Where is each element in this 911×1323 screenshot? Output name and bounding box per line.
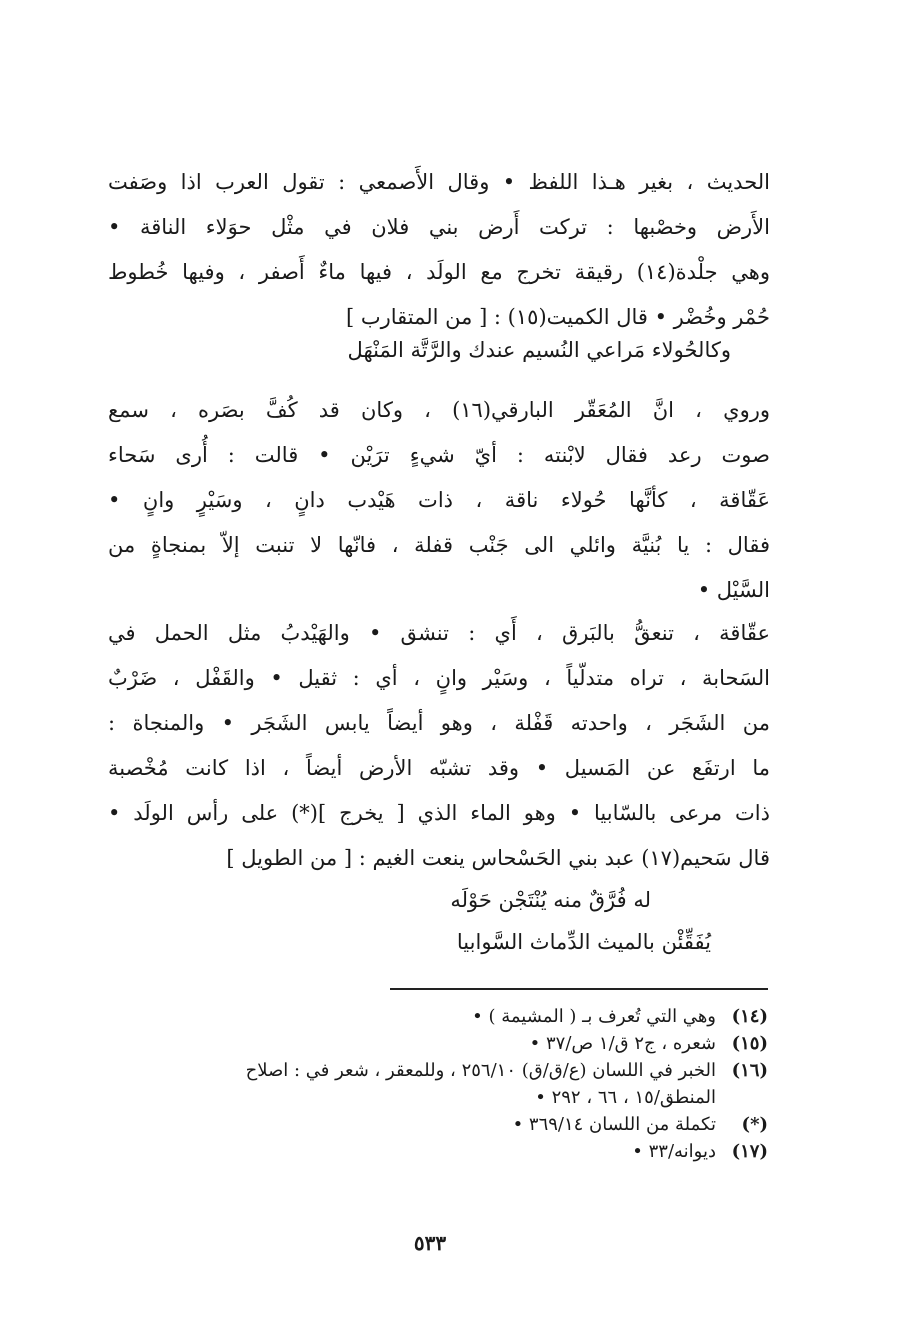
footnote-number: (*)	[741, 1114, 768, 1135]
text-line: وهي جلْدة(١٤) رقيقة تخرج مع الولَد ، فيها ماءٌ أَصفر ، وفيها خُطوط	[108, 260, 770, 284]
footnote-text	[108, 1057, 716, 1111]
text-line: الحديث ، بغير هـذا اللفظ • وقال الأَصمعي : تقول العرب اذا وصَفت	[108, 170, 770, 194]
verse-kumait: وكالحُولاء مَراعي النُسيم عندك والرَّتَّة المَنْهَل	[347, 338, 731, 362]
text-line: من الشَجَر ، واحدته قَفْلة ، وهو أيضاً يابس الشَجَر • والمنجاة :	[108, 711, 770, 735]
text-line: قال سَحيم(١٧) عبد بني الحَسْحاس ينعت الغيم : [ من الطويل ]	[226, 846, 770, 870]
text-line: صوت رعد فقال لابْنته : أيّ شيءٍ ترَيْن • قالت : أُرى سَحاء	[108, 443, 770, 467]
verse-suhaim-hemistich-1: له فُرَّقٌ منه يُنْتَجْن حَوْلَه	[450, 888, 651, 912]
footnote-16	[108, 1057, 768, 1111]
footnote-number: (١٤)	[731, 1006, 768, 1027]
footnotes	[108, 1003, 768, 1165]
paragraph-3	[108, 611, 770, 881]
text-line: ذات مرعى بالسّابيا • وهو الماء الذي [ يخرج ](*) على رأس الولَد •	[108, 801, 770, 825]
verse-suhaim-hemistich-2: يُفَقِّئْن بالميث الدِّماث السَّوابيا	[456, 930, 711, 954]
footnote-number: (١٥)	[731, 1033, 768, 1054]
footnote-14	[108, 1003, 768, 1030]
footnote-text	[108, 1111, 716, 1138]
footnote-line: تكملة من اللسان ٣٦٩/١٤ •	[512, 1114, 716, 1135]
footnote-number: (١٧)	[731, 1141, 768, 1162]
footnote-rule	[390, 988, 768, 990]
footnote-text	[108, 1138, 716, 1165]
footnote-text	[108, 1030, 716, 1057]
page-number: ٥٣٣	[413, 1231, 447, 1255]
footnote-text	[108, 1003, 716, 1030]
text-line: حُمْر وخُضْر • قال الكميت(١٥) : [ من المتقارب ]	[345, 305, 770, 329]
text-line: فقال : يا بُنيَّة وائلي الى جَنْب قفلة ، فانّها لا تنبت إلاّ بمنجاةٍ من	[108, 533, 770, 557]
footnote-17	[108, 1138, 768, 1165]
footnote-line: الخبر في اللسان (ع/ق/ق) ٢٥٦/١٠ ، وللمعقر ، شعر في : اصلاح	[245, 1060, 716, 1081]
footnote-15	[108, 1030, 768, 1057]
text-line: ما ارتفَع عن المَسيل • وقد تشبّه الأرض أيضاً ، اذا كانت مُخْصبة	[108, 756, 770, 780]
footnote-line: ديوانه/٣٣ •	[632, 1141, 716, 1162]
paragraph-2	[108, 388, 770, 613]
text-line: السَّيْل •	[697, 578, 770, 602]
text-line: عقّاقة ، تنعقُّ بالبَرق ، أَي : تنشق • والهَيْدبُ مثل الحمل في	[108, 621, 770, 645]
text-line: الأَرض وخصْبها : تركت أَرض بني فلان في مثْل حوَلاء الناقة •	[108, 215, 770, 239]
footnote-line: وهي التي تُعرف بـ ( المشيمة ) •	[472, 1006, 716, 1027]
footnote-number: (١٦)	[731, 1060, 768, 1081]
paragraph-1	[108, 160, 770, 340]
text-line: وروي ، انَّ المُعَقّر البارقي(١٦) ، وكان قد كُفَّ بصَره ، سمع	[108, 398, 770, 422]
text-line: السَحابة ، تراه متدلّياً ، وسَيْر وانٍ ، أي : ثقيل • والقَفْل ، ضَرْبٌ	[108, 666, 770, 690]
footnote-line: المنطق/١٥ ، ٦٦ ، ٢٩٢ •	[535, 1087, 716, 1108]
text-line: عَقّاقة ، كأنَّها حُولاء ناقة ، ذات هَيْدب دانٍ ، وسَيْرٍ وانٍ •	[108, 488, 770, 512]
footnote-star	[108, 1111, 768, 1138]
footnote-line: شعره ، ج٢ ق/١ ص/٣٧ •	[529, 1033, 716, 1054]
